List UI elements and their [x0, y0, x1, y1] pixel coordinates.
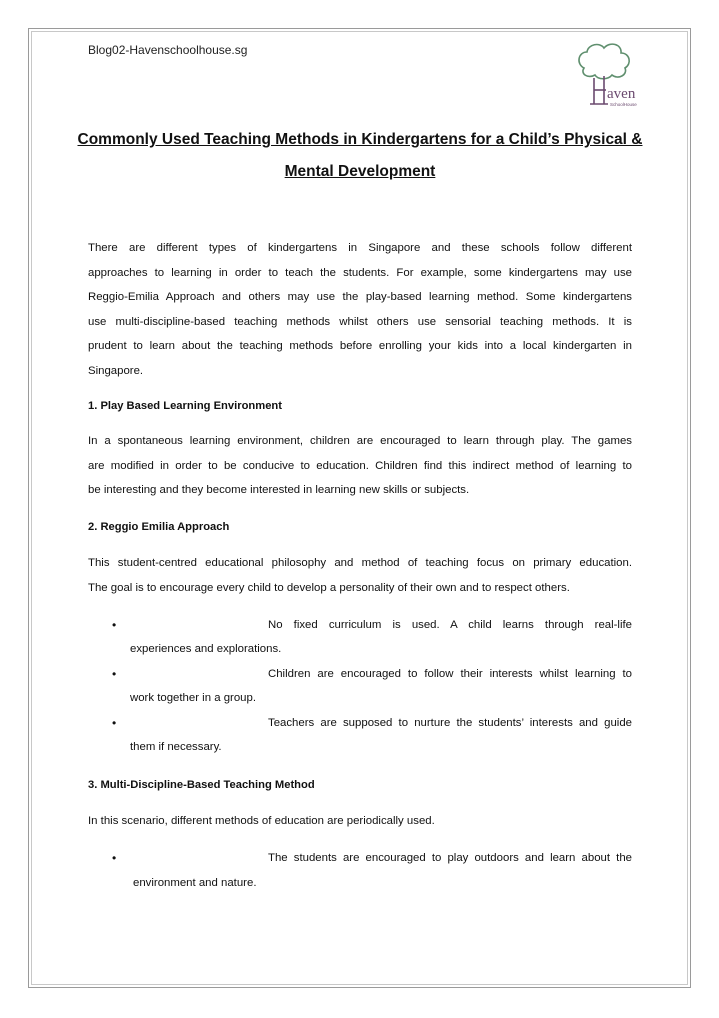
paragraph-line: In this scenario, different methods of education are periodically used.	[88, 815, 435, 827]
paragraph-line: This student-centred educational philosophy and method of teaching focus on primary education.	[88, 557, 632, 569]
intro-line: Reggio-Emilia Approach and others may use the play-based learning method. Some kindergartens	[88, 291, 632, 304]
bullet-text-continued: environment and nature.	[133, 877, 257, 889]
bullet-marker: •	[112, 667, 117, 681]
bullet-marker: •	[112, 618, 117, 632]
bullet-text: Children are encouraged to follow their interests whilst learning to	[268, 668, 632, 680]
bullet-text: No fixed curriculum is used. A child learns through real-life	[268, 619, 632, 631]
paragraph-line: are modified in order to be conducive to education. Children find this indirect method of learning to	[88, 459, 632, 472]
page-title-line1: Commonly Used Teaching Methods in Kindergartens for a Child’s Physical &	[77, 131, 643, 148]
bullet-text: Teachers are supposed to nurture the students’ interests and guide	[268, 717, 632, 729]
intro-line: approaches to learning in order to teach the students. For example, some kindergartens may use	[88, 266, 632, 279]
bullet-text-continued: them if necessary.	[130, 741, 222, 753]
section-heading-reggio-emilia: 2. Reggio Emilia Approach	[88, 521, 230, 533]
logo-subtext: SchoolHouse	[610, 102, 637, 107]
bullet-text: The students are encouraged to play outdoors and learn about the	[268, 852, 632, 864]
intro-paragraph	[88, 236, 632, 384]
intro-line: Singapore.	[88, 364, 144, 377]
page-title-line2: Mental Development	[284, 163, 436, 180]
bullet-text-continued: experiences and explorations.	[130, 643, 282, 655]
intro-line: use multi-discipline-based teaching methods whilst others use sensorial teaching methods. It is	[88, 315, 632, 328]
intro-line: There are different types of kindergartens in Singapore and these schools follow different	[88, 242, 632, 254]
section-paragraph-reggio-emilia	[88, 551, 632, 600]
section-heading-play-based: 1. Play Based Learning Environment	[88, 400, 282, 412]
logo-text: aven	[607, 86, 636, 102]
paragraph-line: In a spontaneous learning environment, children are encouraged to learn through play. The games	[88, 435, 632, 447]
tree-logo-icon	[570, 38, 640, 110]
bullet-text-continued: work together in a group.	[130, 692, 257, 704]
header-site-name: Blog02-Havenschoolhouse.sg	[88, 43, 248, 57]
section-paragraph-multi-discipline	[88, 809, 632, 834]
bullet-marker: •	[112, 851, 117, 865]
section-paragraph-play-based	[88, 429, 632, 503]
section-heading-multi-discipline: 3. Multi-Discipline-Based Teaching Method	[88, 779, 315, 791]
bullet-marker: •	[112, 716, 117, 730]
paragraph-line: be interesting and they become interested in learning new skills or subjects.	[88, 484, 470, 497]
intro-line: prudent to learn about the teaching methods before enrolling your kids into a local kindergarten in	[88, 340, 632, 353]
paragraph-line: The goal is to encourage every child to develop a personality of their own and to respect others.	[88, 581, 570, 594]
